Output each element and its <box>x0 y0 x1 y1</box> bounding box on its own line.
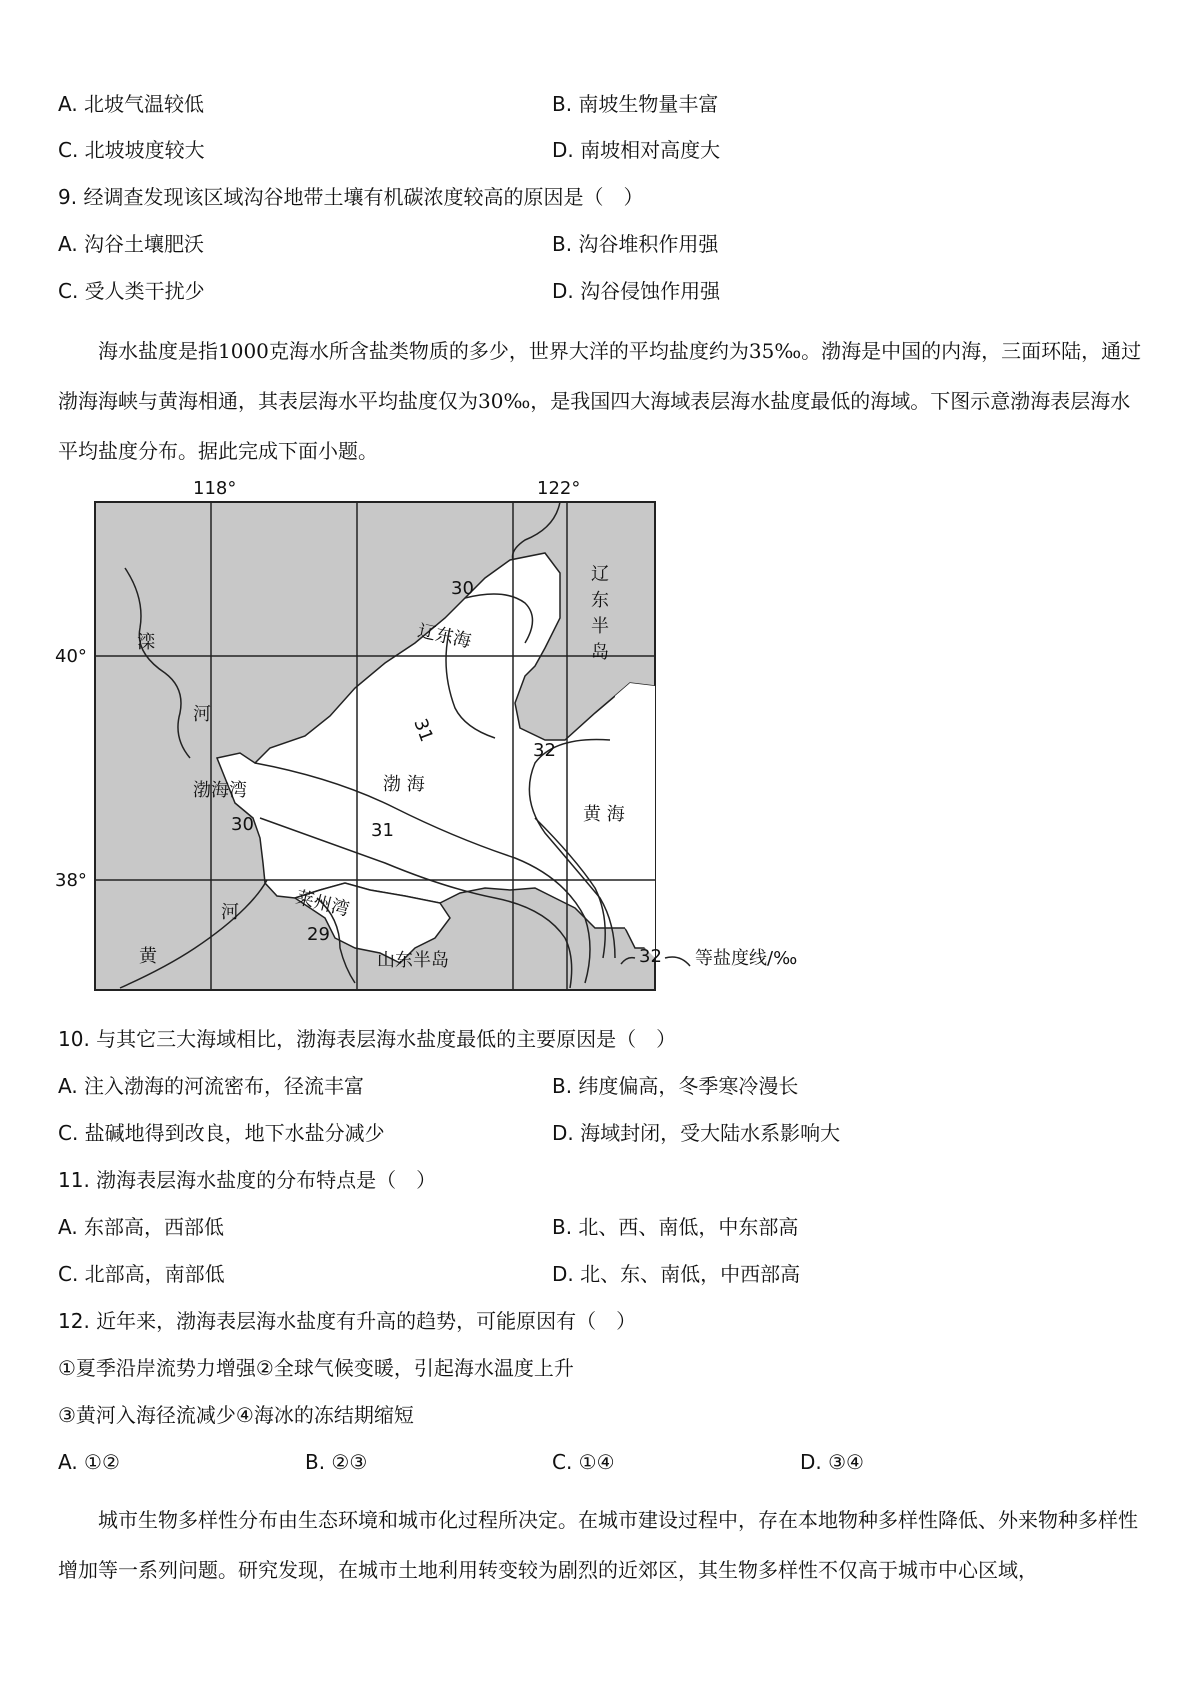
lon-label-122: 122° <box>537 478 581 499</box>
legend-value: 32 <box>639 946 662 967</box>
bohai-salinity-map <box>55 478 885 1008</box>
label-laizhou-wan: 莱州湾 <box>293 887 352 921</box>
q12-stem: 12. 近年来，渤海表层海水盐度有升高的趋势，可能原因有（ ） <box>58 1309 637 1333</box>
label-luan: 滦 <box>137 632 155 653</box>
q8-option-b: B. 南坡生物量丰富 <box>552 92 719 116</box>
q11-stem: 11. 渤海表层海水盐度的分布特点是（ ） <box>58 1168 437 1192</box>
legend-label: 等盐度线/‰ <box>695 948 798 969</box>
q9-option-a: A. 沟谷土壤肥沃 <box>58 232 205 256</box>
lat-label-40: 40° <box>55 646 87 667</box>
q10-option-d: D. 海域封闭，受大陆水系影响大 <box>552 1121 841 1145</box>
label-shandong: 山东半岛 <box>377 950 449 971</box>
q10-stem: 10. 与其它三大海域相比，渤海表层海水盐度最低的主要原因是（ ） <box>58 1027 677 1051</box>
q10-option-b: B. 纬度偏高，冬季寒冷漫长 <box>552 1074 799 1098</box>
lat-label-38: 38° <box>55 870 87 891</box>
q8-option-a: A. 北坡气温较低 <box>58 92 205 116</box>
label-liaodong-wan: 辽东海 <box>415 620 473 653</box>
label-he-1: 河 <box>193 704 211 725</box>
q10-option-a: A. 注入渤海的河流密布，径流丰富 <box>58 1074 365 1098</box>
lon-label-118: 118° <box>193 478 237 499</box>
legend-line-right <box>665 957 690 966</box>
q12-option-b: B. ②③ <box>305 1450 368 1474</box>
isohaline-label-31-north: 31 <box>409 715 437 745</box>
isohaline-label-31-mid: 31 <box>371 820 394 841</box>
label-bohai-wan: 渤海湾 <box>193 780 247 801</box>
passage-salinity: 海水盐度是指1000克海水所含盐类物质的多少，世界大洋的平均盐度约为35‰。渤海是中国的内海，三面环陆，通过渤海海峡与黄海相通，其表层海水平均盐度仅为30‰，是我国四大海域表层海水盐度最低的海域。下图示意渤海表层海水平均盐度分布。据此完成下面小题。 <box>58 339 1142 463</box>
q10-option-c: C. 盐碱地得到改良，地下水盐分减少 <box>58 1121 385 1145</box>
label-liaodong-2: 东 <box>591 590 609 611</box>
q8-option-d: D. 南坡相对高度大 <box>552 138 721 162</box>
q11-option-a: A. 东部高，西部低 <box>58 1215 225 1239</box>
q12-item-2: ③黄河入海径流减少④海冰的冻结期缩短 <box>58 1403 414 1427</box>
q12-option-c: C. ①④ <box>552 1450 615 1474</box>
q9-option-d: D. 沟谷侵蚀作用强 <box>552 279 721 303</box>
q11-option-b: B. 北、西、南低，中东部高 <box>552 1215 799 1239</box>
label-huang: 黄 <box>139 946 157 967</box>
isohaline-label-29: 29 <box>307 924 330 945</box>
label-he-2: 河 <box>221 902 239 923</box>
passage-biodiversity: 城市生物多样性分布由生态环境和城市化过程所决定。在城市建设过程中，存在本地物种多样性降低、外来物种多样性增加等一系列问题。研究发现，在城市土地利用转变较为剧烈的近郊区，其生物多样性不仅高于城市中心区域， <box>58 1508 1138 1582</box>
isohaline-label-32-east: 32 <box>533 740 556 761</box>
q11-option-c: C. 北部高，南部低 <box>58 1262 225 1286</box>
label-bohai: 渤 海 <box>383 774 425 795</box>
q12-option-d: D. ③④ <box>800 1450 864 1474</box>
label-liaodong-1: 辽 <box>591 564 609 585</box>
isohaline-label-30-north: 30 <box>451 578 474 599</box>
q12-option-a: A. ①② <box>58 1450 120 1474</box>
label-huanghai: 黄 海 <box>583 804 625 825</box>
label-liaodong-3: 半 <box>591 616 609 637</box>
q8-option-c: C. 北坡坡度较大 <box>58 138 205 162</box>
q9-option-b: B. 沟谷堆积作用强 <box>552 232 719 256</box>
q12-item-1: ①夏季沿岸流势力增强②全球气候变暖，引起海水温度上升 <box>58 1356 574 1380</box>
q9-option-c: C. 受人类干扰少 <box>58 279 205 303</box>
isohaline-label-30-west: 30 <box>231 814 254 835</box>
q11-option-d: D. 北、东、南低，中西部高 <box>552 1262 801 1286</box>
q9-stem: 9. 经调查发现该区域沟谷地带土壤有机碳浓度较高的原因是（ ） <box>58 185 644 209</box>
label-liaodong-4: 岛 <box>591 642 609 663</box>
